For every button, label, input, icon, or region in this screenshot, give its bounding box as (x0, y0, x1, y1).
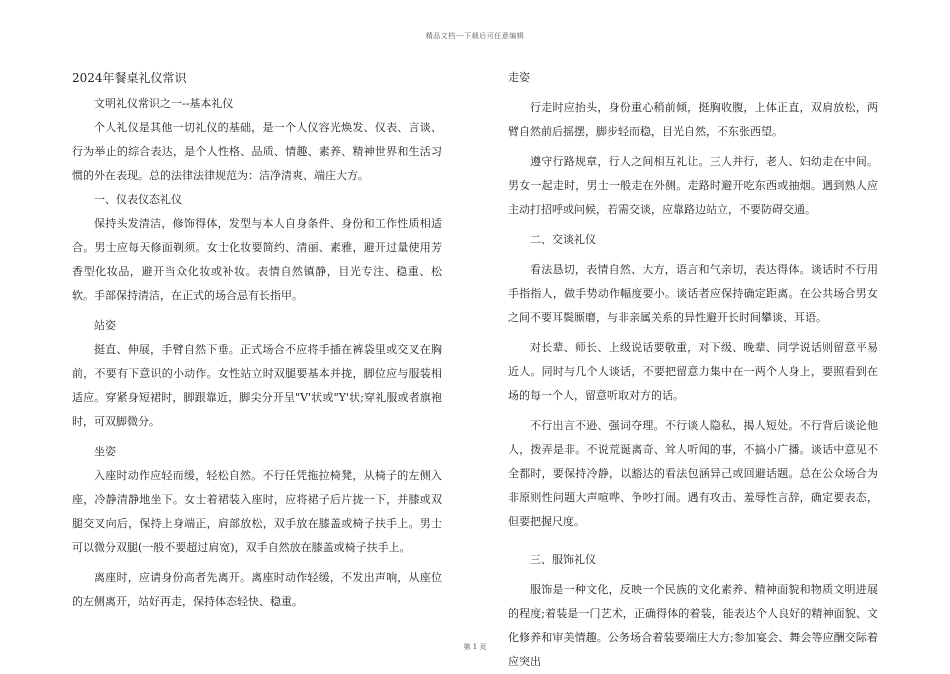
subsection-heading: 坐姿 (94, 445, 116, 458)
section-heading: 一、仪表仪态礼仪 (94, 193, 182, 206)
section-heading: 二、交谈礼仪 (530, 233, 596, 246)
paragraph: 离座时，应请身份高者先离开。离座时动作轻缓，不发出声响，从座位的左侧离开，站好再走，保持体态轻快、稳重。 (72, 571, 442, 608)
paragraph: 遵守行路规章，行人之间相互礼让。三人并行，老人、妇幼走在中间。男女一起走时，男士一般走在外侧。走路时避开吃东西或抽烟。遇到熟人应主动打招呼或问候，若需交谈，应靠路边站立，不要防碍交通。 (508, 155, 878, 216)
section-heading: 三、服饰礼仪 (530, 553, 596, 566)
paragraph: 个人礼仪是其他一切礼仪的基础，是一个人仪容光焕发、仪表、言谈、行为举止的综合表达，是个人性格、品质、情趣、素养、精神世界和生活习惯的外在表现。总的法律法律规范为：洁净清爽、端庄大方。 (72, 121, 442, 182)
section-subtitle: 文明礼仪常识之一--基本礼仪 (94, 97, 234, 110)
page-header: 精品文档---下载后可任意编辑 (425, 32, 525, 40)
right-column (508, 66, 878, 674)
paragraph: 挺直、伸展，手臂自然下垂。正式场合不应将手插在裤袋里或交叉在胸前，不要有下意识的小动作。女性站立时双腿要基本并拢，脚位应与服装相适应。穿紧身短裙时，脚跟靠近，脚尖分开呈"V'状或"Y'状;穿礼服或者旗袍时，可双脚微分。 (72, 343, 442, 428)
page-footer: 第 1 页 (463, 643, 487, 651)
paragraph: 行走时应抬头，身份重心稍前倾，挺胸收腹，上体正直，双肩放松，两臂自然前后摇摆，脚步轻而稳，目光自然，不东张西望。 (508, 101, 878, 138)
paragraph: 看法恳切，表情自然、大方，语言和气亲切，表达得体。谈话时不行用手指指人，做手势动作幅度要小。谈话者应保持确定距离。在公共场合男女之间不要耳鬓厮磨，与非亲属关系的异性避开长时间攀谈、耳语。 (508, 263, 878, 324)
paragraph: 对长辈、师长、上级说话要敬重，对下级、晚辈、同学说话则留意平易近人。同时与几个人谈话，不要把留意力集中在一两个人身上，要照看到在场的每一个人，留意听取对方的话。 (508, 341, 878, 402)
left-column (72, 66, 442, 614)
subsection-heading: 走姿 (508, 71, 530, 84)
document-title: 2024年餐桌礼仪常识 (72, 71, 187, 85)
subsection-heading: 站姿 (94, 319, 116, 332)
paragraph: 服饰是一种文化，反映一个民族的文化素养、精神面貌和物质文明进展的程度;着装是一门艺术，正确得体的着装，能表达个人良好的精神面貌、文化修养和审美情趣。公务场合着装要端庄大方;参加宴会、舞会等应酬交际着应突出 (508, 583, 878, 668)
paragraph: 保持头发清洁，修饰得体，发型与本人自身条件、身份和工作性质相适合。男士应每天修面剃须。女士化妆要简约、清丽、素雅，避开过量使用芳香型化妆品，避开当众化妆或补妆。表情自然镇静，目光专注、稳重、松软。手部保持清洁，在正式的场合忌有长指甲。 (72, 217, 442, 302)
paragraph: 入座时动作应轻而缓，轻松自然。不行任凭拖拉椅凳，从椅子的左侧入座，冷静清静地坐下。女士着裙装入座时，应将裙子后片拢一下，并膝或双腿交叉向后，保持上身端正，肩部放松，双手放在膝盖或椅子扶手上。男士可以微分双腿(一般不要超过肩宽)，双手自然放在膝盖或椅子扶手上。 (72, 469, 442, 554)
paragraph: 不行出言不逊、强词夺理。不行谈人隐私，揭人短处。不行背后谈论他人，拨弄是非。不说荒诞离奇、耸人听闻的事，不搞小广播。谈话中意见不全都时，要保持冷静，以豁达的看法包涵异己或回避话题。总在公众场合为非原则性问题大声喧哗、争吵打闹。遇有攻击、羞辱性言辞，确定要表态，但要把握尺度。 (508, 419, 878, 528)
